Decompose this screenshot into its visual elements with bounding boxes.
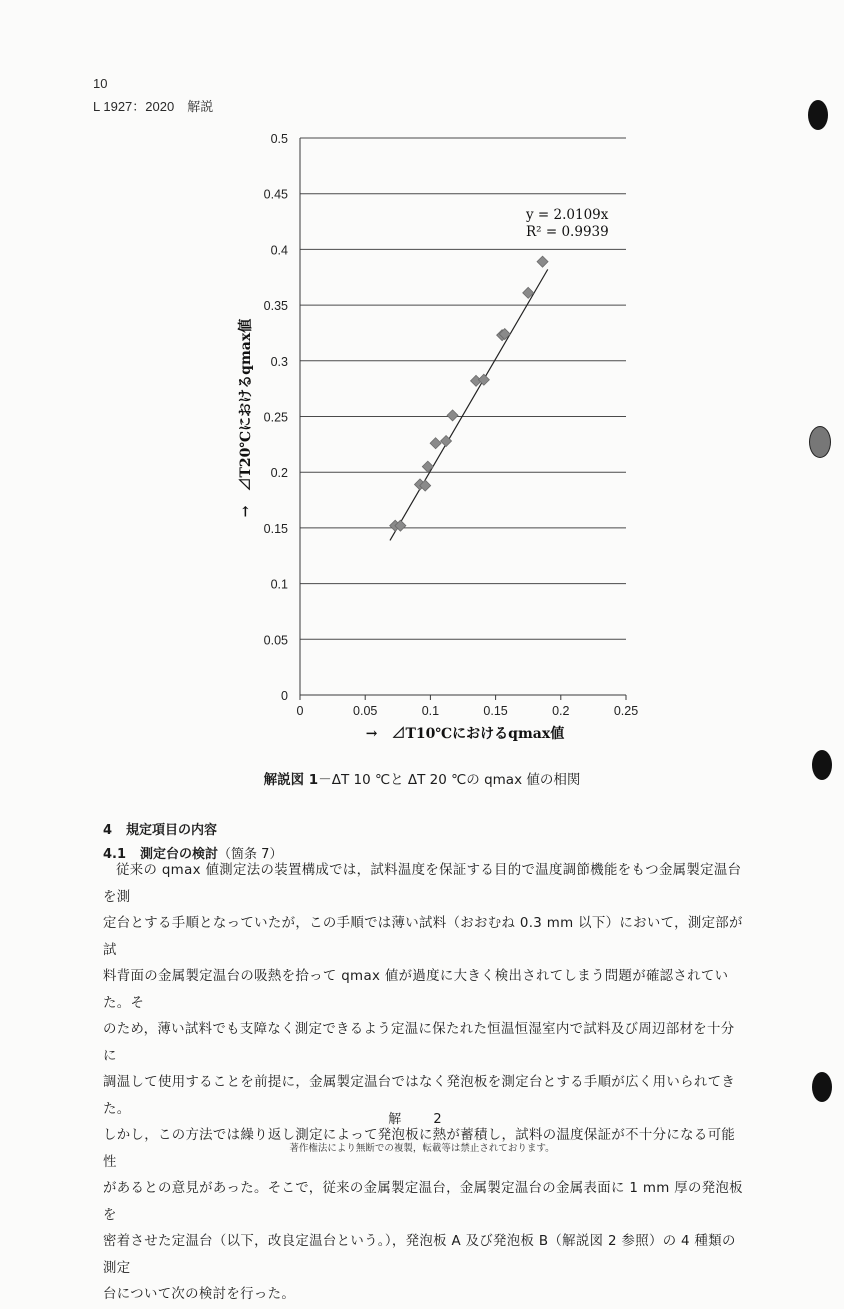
trendline bbox=[390, 269, 548, 540]
y-tick-label: 0.3 bbox=[270, 354, 288, 369]
chart-labels bbox=[237, 132, 638, 742]
y-tick-label: 0.1 bbox=[270, 577, 288, 592]
y-tick-label: 0.5 bbox=[270, 132, 288, 146]
trend-r-squared: R² = 0.9939 bbox=[526, 224, 609, 240]
paragraph-line: 定台とする手順となっていたが，この手順では薄い試料（おおむね 0.3 mm 以下）において，測定部が試 bbox=[103, 916, 743, 958]
punch-hole-2 bbox=[809, 426, 831, 458]
punch-hole-4 bbox=[812, 1072, 832, 1102]
page-label: 解 2 bbox=[388, 1112, 456, 1127]
y-tick-label: 0.25 bbox=[263, 410, 288, 425]
punch-hole-3 bbox=[812, 750, 832, 780]
y-tick-label: 0.15 bbox=[263, 521, 288, 536]
copyright-footer: 著作権法により無断での複製，転載等は禁止されております。 bbox=[289, 1143, 555, 1154]
body-paragraph bbox=[103, 858, 743, 1309]
y-tick-label: 0.35 bbox=[263, 299, 288, 314]
subsection-title: 測定台の検討 bbox=[140, 847, 219, 862]
paragraph-line: 調温して使用することを前提に，金属製定温台ではなく発泡板を測定台とする手順が広く用いられてきた。 bbox=[103, 1075, 736, 1117]
y-tick-label: 0.4 bbox=[270, 243, 288, 258]
paragraph-line: のため，薄い試料でも支障なく測定できるよう定温に保たれた恒温恒湿室内で試料及び周辺部材を十分に bbox=[103, 1022, 735, 1064]
section-title: 規定項目の内容 bbox=[126, 823, 218, 838]
x-tick-label: 0 bbox=[296, 704, 304, 718]
document-id: L 1927：2020 解説 bbox=[93, 99, 214, 114]
x-tick-label: 0.1 bbox=[421, 704, 440, 718]
trend-equation: y = 2.0109x bbox=[526, 207, 609, 223]
data-point bbox=[422, 461, 433, 472]
paragraph-line: 密着させた定温台（以下，改良定温台という。），発泡板 A 及び発泡板 B（解説図 2 参照）の 4 種類の測定 bbox=[103, 1234, 736, 1276]
page-number: 10 bbox=[93, 76, 108, 91]
y-tick-label: 0.05 bbox=[263, 633, 288, 648]
paragraph-line: 料背面の金属製定温台の吸熱を拾って qmax 値が過度に大きく検出されてしまう問題が確認されていた。そ bbox=[103, 969, 729, 1011]
y-tick-label: 0.45 bbox=[263, 187, 288, 202]
chart-trendline bbox=[390, 269, 548, 540]
data-point bbox=[447, 410, 458, 421]
x-tick-label: 0.15 bbox=[483, 704, 508, 718]
figure-caption bbox=[0, 768, 844, 788]
subsection-ref: （箇条 7） bbox=[218, 847, 283, 862]
data-point bbox=[478, 374, 489, 385]
x-axis-label: → ⊿T10℃におけるqmax値 bbox=[365, 726, 565, 742]
paragraph-line: 従来の qmax 値測定法の装置構成では，試料温度を保証する目的で温度調節機能をもつ金属製定温台を測 bbox=[103, 863, 742, 905]
x-tick-label: 0.25 bbox=[613, 704, 639, 718]
paragraph-line: 台について次の検討を行った。 bbox=[103, 1287, 296, 1302]
data-point bbox=[537, 256, 548, 267]
section-heading bbox=[103, 819, 217, 838]
paragraph-line: があるとの意見があった。そこで，従来の金属製定温台，金属製定温台の金属表面に 1 mm 厚の発泡板を bbox=[103, 1181, 743, 1223]
y-tick-label: 0.2 bbox=[270, 466, 288, 481]
data-point bbox=[430, 438, 441, 449]
chart-points bbox=[390, 256, 548, 531]
subsection-number: 4.1 bbox=[103, 847, 127, 862]
section-number: 4 bbox=[103, 823, 113, 838]
y-axis-label: → ⊿T20℃におけるqmax値 bbox=[238, 318, 254, 518]
x-tick-label: 0.05 bbox=[353, 704, 378, 718]
punch-hole-1 bbox=[808, 100, 828, 130]
y-tick-label: 0 bbox=[281, 689, 288, 703]
figure-caption-text: －ΔT 10 ℃と ΔT 20 ℃の qmax 値の相関 bbox=[318, 772, 581, 788]
x-tick-label: 0.2 bbox=[552, 704, 570, 718]
paragraph-line: しかし，この方法では繰り返し測定によって発泡板に熱が蓄積し，試料の温度保証が不十分になる可能性 bbox=[103, 1128, 736, 1170]
figure-label: 解説図 1 bbox=[263, 772, 319, 788]
